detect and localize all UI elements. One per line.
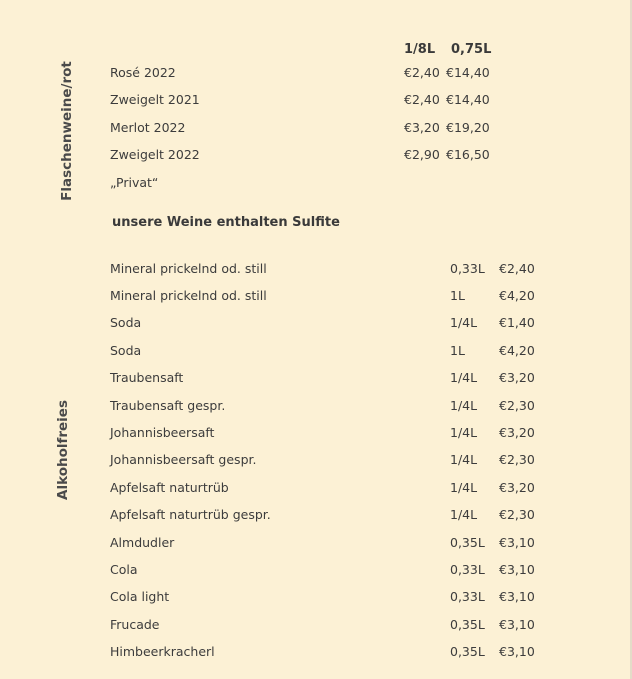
wine-price-bottle: €19,20 [446,120,490,135]
wine-row [0,65,632,83]
drink-size: 0,33L [450,589,485,604]
drink-name: Apfelsaft naturtrüb [110,480,229,495]
wine-price-glass: €3,20 [404,120,440,135]
drink-size: 1/4L [450,315,478,330]
drink-name: Mineral prickelnd od. still [110,261,267,276]
wine-name: Zweigelt 2021 [110,92,200,107]
drink-size: 1/4L [450,507,478,522]
drink-size: 0,35L [450,644,485,659]
drink-size: 1L [450,343,465,358]
drink-price: €1,40 [499,315,535,330]
drink-row [0,452,632,470]
wine-name: „Privat“ [110,175,159,190]
drink-name: Almdudler [110,535,175,550]
drink-row [0,398,632,416]
drink-name: Soda [110,315,142,330]
wine-row [0,147,632,165]
drink-row [0,425,632,443]
drink-price: €2,30 [499,507,535,522]
wine-row [0,175,632,193]
drink-name: Soda [110,343,142,358]
drink-row [0,343,632,361]
drink-name: Cola light [110,589,170,604]
drink-size: 1/4L [450,398,478,413]
drink-row [0,315,632,333]
drink-name: Johannisbeersaft [110,425,215,440]
drink-name: Mineral prickelnd od. still [110,288,267,303]
wine-price-glass: €2,40 [404,92,440,107]
drink-price: €3,20 [499,425,535,440]
drink-price: €3,20 [499,370,535,385]
drink-name: Cola [110,562,138,577]
drink-row [0,507,632,525]
drink-price: €2,40 [499,261,535,276]
wine-price-bottle: €14,40 [446,65,490,80]
drink-price: €2,30 [499,398,535,413]
wine-name: Rosé 2022 [110,65,176,80]
wine-price-glass: €2,40 [404,65,440,80]
drink-size: 1/4L [450,370,478,385]
drink-row [0,370,632,388]
wine-row [0,92,632,110]
drink-size: 0,35L [450,617,485,632]
wine-row [0,120,632,138]
drink-name: Apfelsaft naturtrüb gespr. [110,507,271,522]
drink-row [0,617,632,635]
drink-price: €3,10 [499,589,535,604]
drink-name: Traubensaft [110,370,184,385]
drink-name: Traubensaft gespr. [110,398,226,413]
column-header-glass: 1/8L [404,42,436,57]
drink-price: €4,20 [499,288,535,303]
sulfite-note: unsere Weine enthalten Sulfite [112,215,340,230]
column-header-bottle: 0,75L [451,42,492,57]
drink-size: 0,33L [450,261,485,276]
wine-price-glass: €2,90 [404,147,440,162]
drink-row [0,480,632,498]
drink-size: 1/4L [450,425,478,440]
drink-row [0,644,632,662]
drink-name: Himbeerkracherl [110,644,215,659]
wine-price-bottle: €14,40 [446,92,490,107]
drink-price: €2,30 [499,452,535,467]
drink-size: 1L [450,288,465,303]
drink-price: €3,10 [499,644,535,659]
drink-price: €3,10 [499,562,535,577]
drink-row [0,535,632,553]
drink-name: Johannisbeersaft gespr. [110,452,257,467]
drink-price: €4,20 [499,343,535,358]
drink-size: 1/4L [450,452,478,467]
drink-price: €3,10 [499,617,535,632]
drink-name: Frucade [110,617,160,632]
section-label-wine: Flaschenweine/rot [59,61,75,201]
drink-size: 0,33L [450,562,485,577]
drink-row [0,261,632,279]
drink-row [0,589,632,607]
wine-name: Zweigelt 2022 [110,147,200,162]
wine-name: Merlot 2022 [110,120,186,135]
drink-price: €3,20 [499,480,535,495]
drink-price: €3,10 [499,535,535,550]
drink-size: 1/4L [450,480,478,495]
drink-row [0,562,632,580]
drink-size: 0,35L [450,535,485,550]
drink-row [0,288,632,306]
section-label-softdrinks: Alkoholfreies [55,400,71,500]
wine-price-bottle: €16,50 [446,147,490,162]
